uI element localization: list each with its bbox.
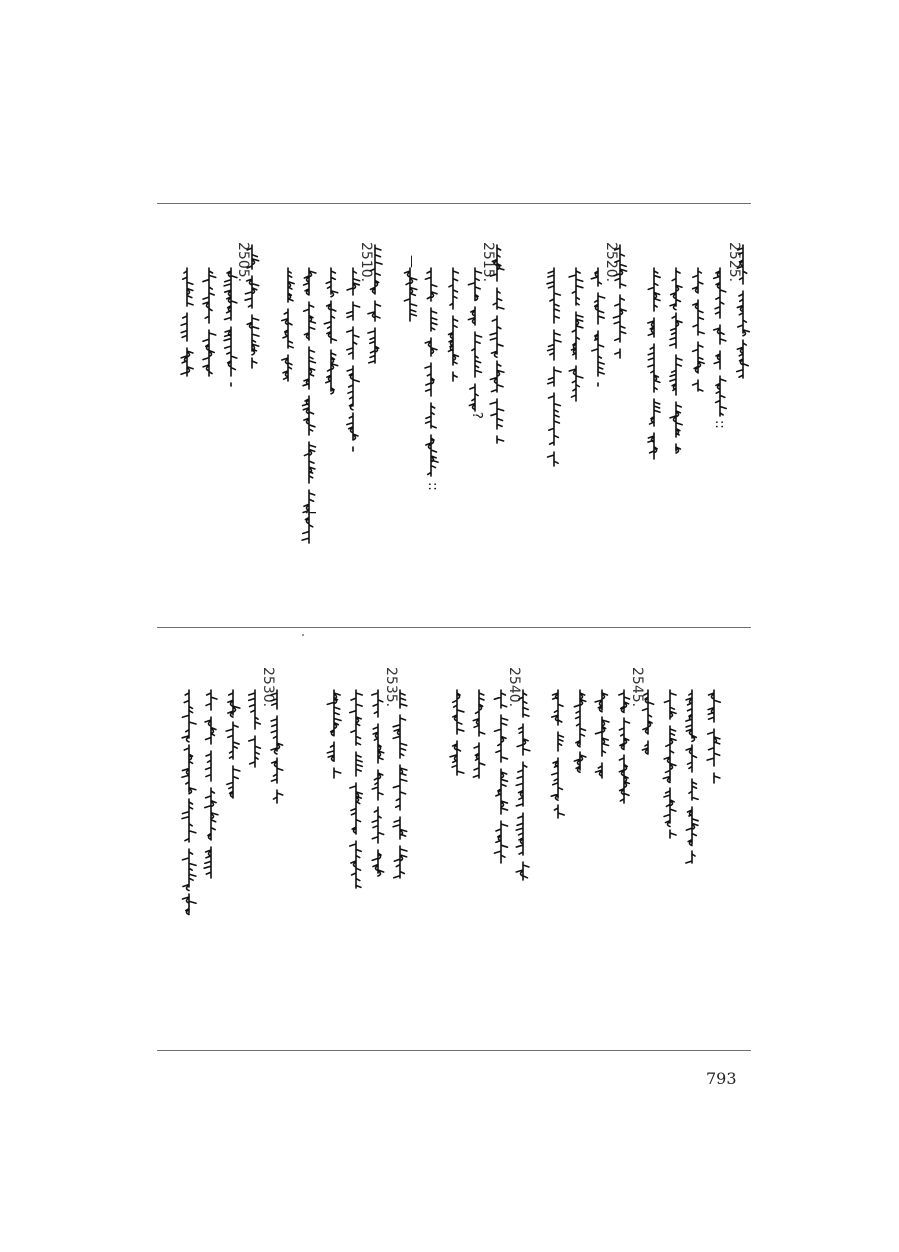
script-line [247,690,261,770]
script-glyphs [737,245,750,378]
script-line [735,245,749,380]
script-line [392,690,406,880]
colon-mark: :: [425,482,440,491]
stray-dot [302,634,304,636]
script-glyphs [203,268,216,376]
script-glyphs [595,690,609,778]
script-line [181,690,195,915]
middle-rule [157,627,751,628]
script-line [449,690,463,780]
line-number-2520: 2520. [603,242,619,283]
script-line [326,690,340,780]
script-glyphs [686,690,698,863]
script-glyphs [249,690,261,767]
script-glyphs [350,690,362,888]
script-glyphs [245,245,259,368]
script-line [646,268,660,468]
script-glyphs [372,690,384,876]
line-number-2545: 2545. [629,667,645,708]
script-glyphs [468,268,481,411]
script-line [662,690,676,840]
script-line [445,268,459,383]
line-number-2535: 2535. [383,667,399,708]
script-glyphs [663,690,676,838]
script-glyphs [327,690,341,778]
script-glyphs [425,268,438,476]
script-line [594,690,608,780]
script-glyphs [226,690,240,798]
script-line [179,268,193,378]
script-line [370,690,384,880]
script-glyphs [707,690,720,783]
line-number-2530: 2530. [260,667,276,708]
script-glyphs [448,268,458,381]
line-number-2510: 2510. [358,242,374,283]
bottom-rule [157,1050,751,1051]
exclaim-mark: ! [302,510,317,516]
script-line [550,690,564,820]
script-glyphs [490,245,504,443]
script-glyphs [648,268,660,459]
script-line [493,690,507,865]
script-glyphs [368,245,382,363]
script-glyphs [670,268,682,453]
script-glyphs [642,690,653,754]
script-glyphs [516,690,530,880]
page-number: 793 [706,1069,737,1088]
script-glyphs [181,268,193,376]
script-line [706,690,720,785]
script-line [515,690,529,890]
script-line [690,268,704,393]
script-glyphs [282,268,294,381]
script-glyphs [473,690,484,778]
script-glyphs [619,690,630,803]
script-glyphs [182,690,196,915]
script-glyphs [569,268,583,401]
script-glyphs [613,245,626,358]
script-line [616,690,630,805]
line-number-2505: 2505. [235,242,251,283]
script-line [203,690,217,880]
script-glyphs [271,690,283,803]
script-glyphs [693,268,704,391]
colon-mark: :: [712,420,727,429]
script-line [423,268,437,478]
script-line [323,268,337,393]
script-glyphs [393,690,407,878]
script-line [367,245,381,365]
dash-mark: — [404,255,419,268]
script-line [269,690,283,805]
script-glyphs [591,268,604,386]
script-line [345,268,359,453]
script-line [568,268,582,403]
script-line [640,690,654,755]
script-line [546,268,560,468]
script-glyphs [494,690,507,863]
script-line [489,245,503,445]
script-glyphs [204,690,218,878]
question-mark: ? [469,412,484,419]
line-number-2515: 2515. [480,242,496,283]
script-line [201,268,215,378]
script-glyphs [224,268,237,386]
script-line [301,268,315,548]
script-line [280,268,294,383]
script-line [712,268,726,418]
script-glyphs [450,690,464,775]
top-rule [157,203,751,204]
script-line [467,268,481,413]
line-number-2525: 2525. [726,242,742,283]
script-glyphs [574,690,585,772]
line-number-2540: 2540. [506,667,522,708]
script-glyphs [551,690,564,818]
script-line [471,690,485,780]
script-glyphs [324,268,337,394]
script-glyphs [404,268,416,321]
script-glyphs [714,268,727,416]
script-line [572,690,586,775]
script-line [244,245,258,370]
script-glyphs [302,268,316,543]
script-line [348,690,362,890]
script-glyphs [347,268,360,451]
script-line [668,268,682,453]
script-line [684,690,698,865]
script-line [225,690,239,800]
script-line [612,245,626,360]
script-line [223,268,237,388]
script-line [402,268,416,328]
script-line [590,268,604,388]
script-glyphs [547,268,561,466]
